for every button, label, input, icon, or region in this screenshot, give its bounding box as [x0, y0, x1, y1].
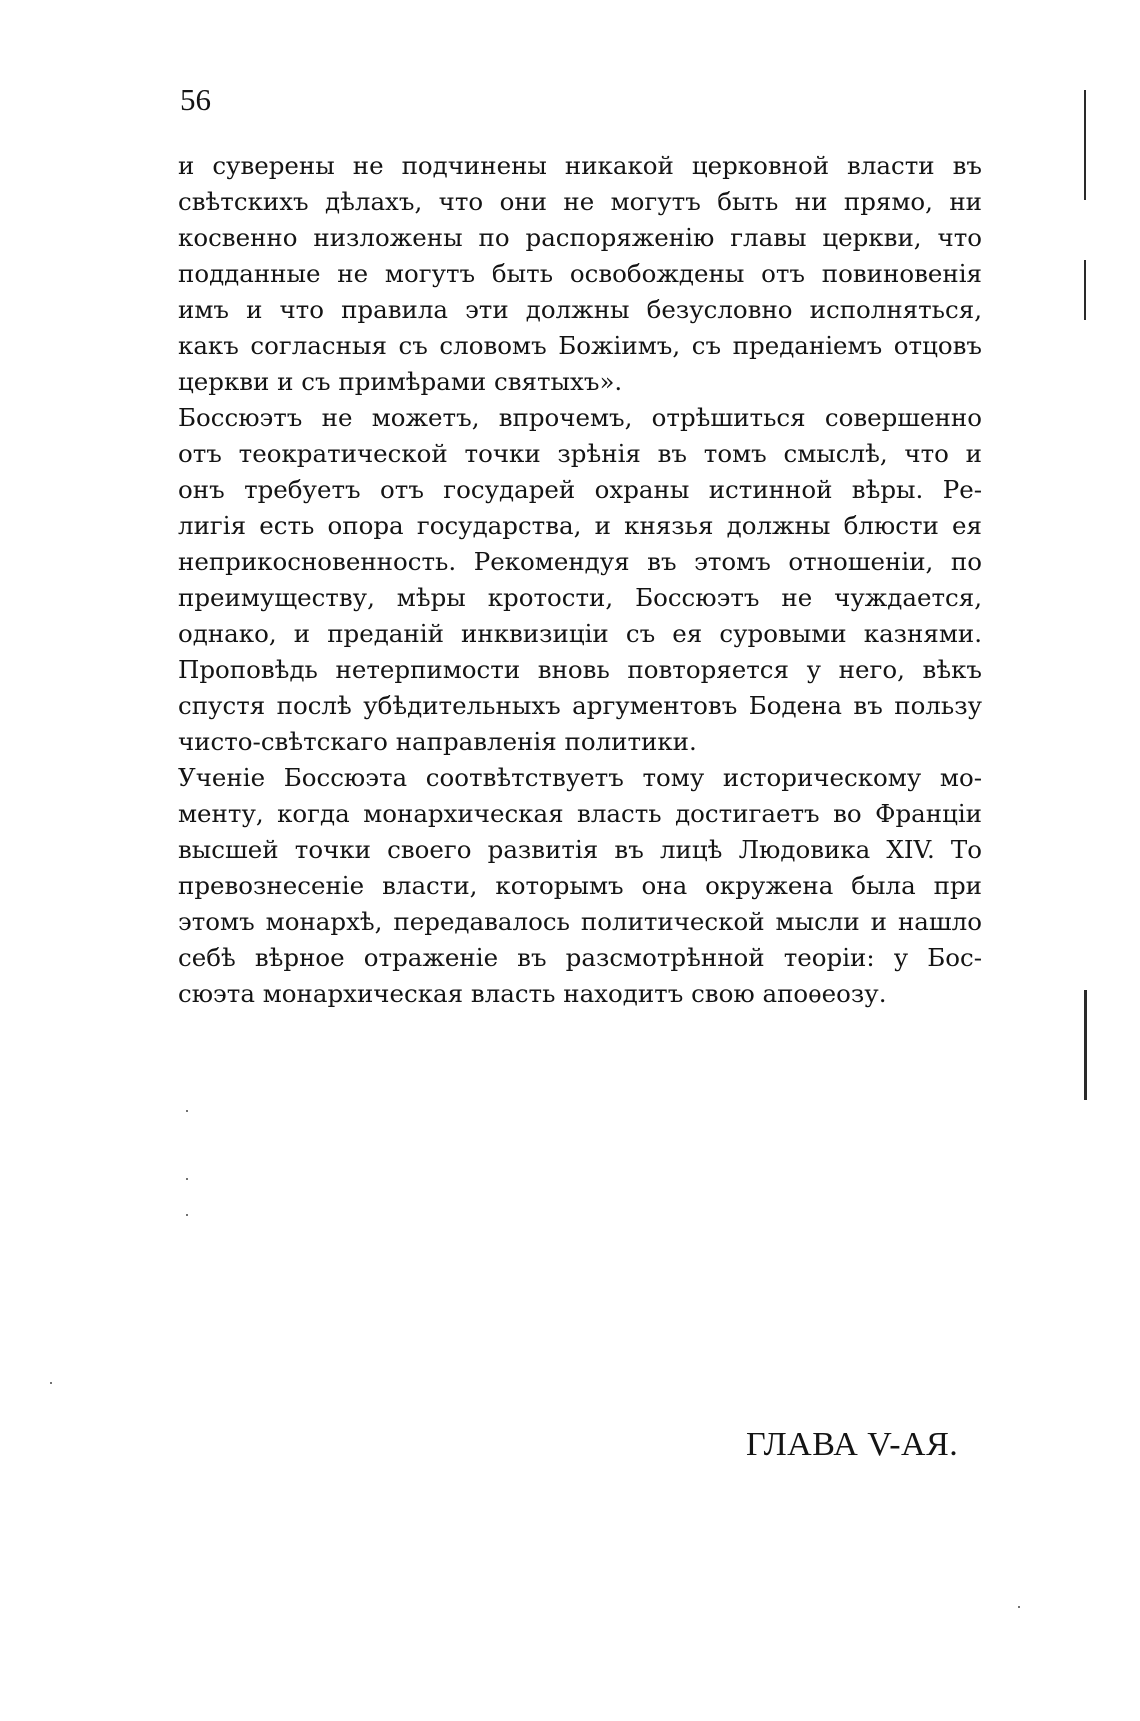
paragraph-3 [178, 760, 982, 1012]
text-line: менту, когда монархическая власть достигаетъ во Франціи [178, 799, 982, 828]
text-line: косвенно низложены по распоряженію главы церкви, что [178, 223, 982, 252]
text-line: высшей точки своего развитія въ лицѣ Людовика XIV. То [178, 835, 982, 864]
text-line: чисто-свѣтскаго направленія политики. [178, 727, 697, 756]
text-line: сюэта монархическая власть находитъ свою апоѳеозу. [178, 979, 887, 1008]
text-line: церкви и съ примѣрами святыхъ». [178, 367, 623, 396]
scan-speck [50, 1382, 52, 1384]
text-line: превознесеніе власти, которымъ она окружена была при [178, 871, 982, 900]
scan-speck [186, 1178, 188, 1180]
text-line: этомъ монархѣ, передавалось политической мысли и нашло [178, 907, 982, 936]
body-text [178, 148, 982, 1012]
paragraph-1 [178, 148, 982, 400]
scan-edge-mark [1084, 990, 1087, 1100]
text-line: неприкосновенность. Рекомендуя въ этомъ отношеніи, по [178, 547, 982, 576]
page-number: 56 [180, 82, 211, 117]
scan-speck [186, 1110, 188, 1112]
text-line: подданные не могутъ быть освобождены отъ повиновенія [178, 259, 982, 288]
paragraph-2 [178, 400, 982, 760]
text-line: себѣ вѣрное отраженіе въ разсмотрѣнной теоріи: у Бос- [178, 943, 982, 972]
scan-edge-mark [1084, 260, 1086, 320]
text-line: имъ и что правила эти должны безусловно исполняться, [178, 295, 982, 324]
text-line: Ученіе Боссюэта соотвѣтствуетъ тому историческому мо- [178, 763, 982, 792]
scan-speck [1018, 1606, 1020, 1608]
text-line: Проповѣдь нетерпимости вновь повторяется у него, вѣкъ [178, 655, 982, 684]
text-line: преимуществу, мѣры кротости, Боссюэтъ не чуждается, [178, 583, 982, 612]
text-line: онъ требуетъ отъ государей охраны истинной вѣры. Ре- [178, 475, 982, 504]
text-line: отъ теократической точки зрѣнія въ томъ смыслѣ, что и [178, 439, 982, 468]
text-line: свѣтскихъ дѣлахъ, что они не могутъ быть ни прямо, ни [178, 187, 982, 216]
text-line: Боссюэтъ не можетъ, впрочемъ, отрѣшиться совершенно [178, 403, 982, 432]
chapter-heading: ГЛАВА V-АЯ. [746, 1426, 959, 1463]
text-line: однако, и преданій инквизиціи съ ея суровыми казнями. [178, 619, 982, 648]
text-line: лигія есть опора государства, и князья должны блюсти ея [178, 511, 982, 540]
scan-edge-mark [1084, 90, 1086, 200]
text-line: и суверены не подчинены никакой церковной власти въ [178, 151, 982, 180]
text-line: какъ согласныя съ словомъ Божіимъ, съ преданіемъ отцовъ [178, 331, 982, 360]
scan-speck [186, 1214, 188, 1216]
text-line: спустя послѣ убѣдительныхъ аргументовъ Бодена въ пользу [178, 691, 982, 720]
